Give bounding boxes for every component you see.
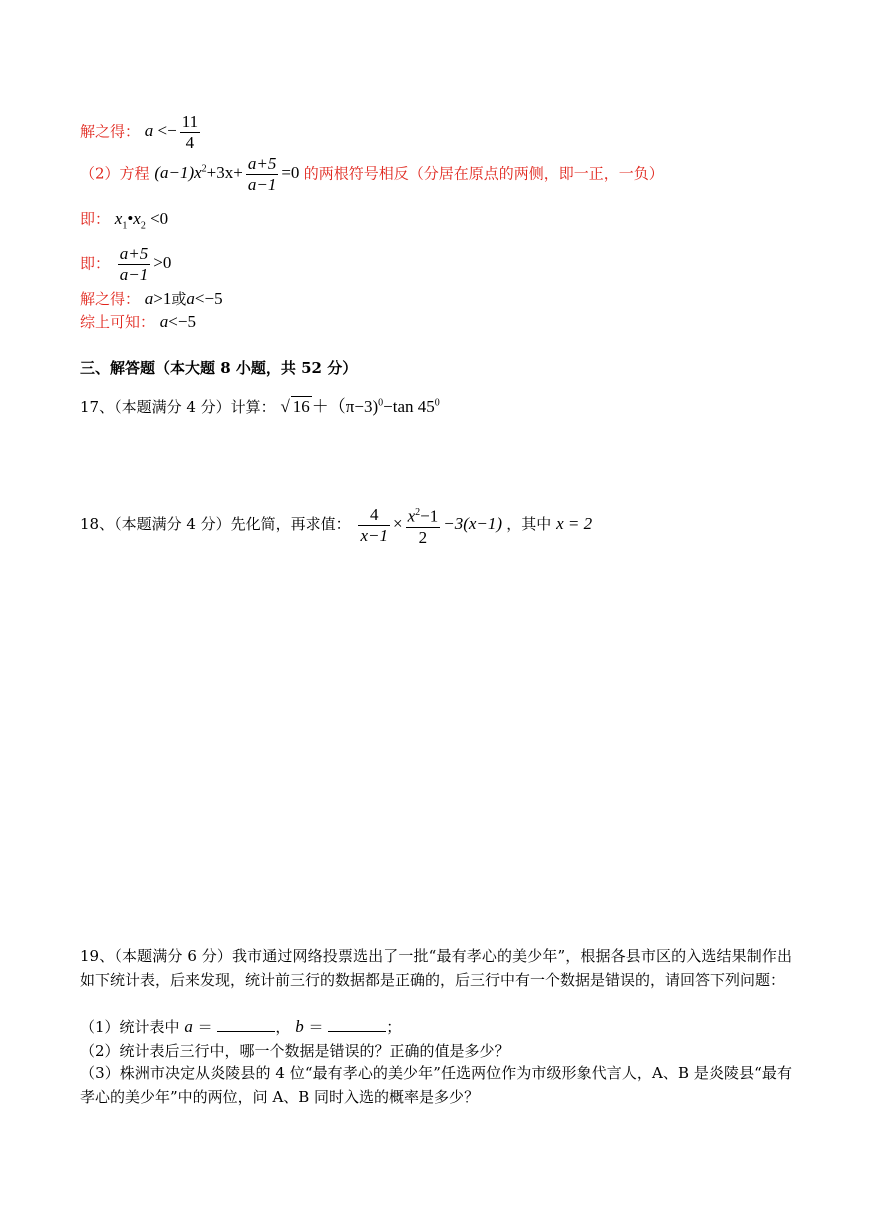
var-a: a — [184, 1017, 193, 1036]
solution-label: 解之得： — [80, 122, 141, 141]
operator: < — [157, 121, 168, 141]
times: × — [392, 514, 403, 534]
fraction — [180, 112, 200, 153]
section-heading: 三、解答题（本大题 8 小题，共 52 分） — [80, 359, 358, 377]
ji-line-1 — [80, 208, 168, 231]
product-inequality — [114, 209, 169, 232]
x2: x — [133, 209, 141, 228]
base: x — [407, 506, 416, 526]
denominator: 2 — [418, 527, 428, 547]
sign: − — [167, 121, 177, 141]
exponent: 0 — [378, 397, 384, 409]
question-18 — [80, 503, 592, 548]
numerator — [406, 503, 441, 528]
exponent: 0 — [434, 397, 440, 409]
exponent: 2 — [201, 163, 207, 175]
cond-2: <−5 — [194, 289, 223, 308]
q17-prompt: 17、（本题满分 4 分）计算： — [80, 398, 276, 416]
q17-expression — [280, 397, 439, 416]
rest: −1 — [420, 506, 439, 526]
dot: • — [127, 209, 134, 228]
q19-part-2: （2）统计表后三行中，哪一个数据是错误的？正确的值是多少？ — [80, 1042, 510, 1060]
question-17 — [80, 392, 440, 417]
x1: x — [114, 209, 123, 228]
sub-1: 1 — [122, 220, 128, 232]
answer-blank-a[interactable] — [217, 1017, 275, 1032]
numerator: a+5 — [247, 154, 277, 173]
fraction-inequality — [115, 244, 172, 284]
summary-line — [80, 311, 196, 332]
numerator: 11 — [181, 112, 199, 131]
var-b: b — [295, 1017, 304, 1036]
denominator: x−1 — [360, 525, 388, 545]
q19-part-1 — [80, 1016, 401, 1037]
sub-2: 2 — [140, 220, 146, 232]
equation — [154, 154, 303, 194]
summary-expr — [160, 312, 196, 331]
sqrt-symbol: √ — [280, 397, 290, 416]
or-text: 或 — [171, 290, 187, 308]
eq-sign: ＝ — [197, 1018, 213, 1036]
ji-line-2 — [80, 244, 171, 285]
denominator: a−1 — [119, 265, 149, 284]
denominator: 4 — [185, 133, 195, 152]
separator: ， — [275, 1018, 291, 1036]
tan-term: −tan 45 — [383, 397, 435, 416]
numerator: a+5 — [119, 244, 149, 263]
var-a: a — [186, 289, 195, 308]
ji-label: 即： — [80, 210, 111, 228]
cond: <−5 — [168, 312, 196, 331]
exponent: 2 — [415, 507, 421, 518]
part2-prefix: （2）方程 — [80, 164, 150, 183]
denominator: a−1 — [247, 175, 277, 194]
tail-term: −3(x−1) — [443, 514, 503, 534]
condition: x = 2 — [556, 514, 593, 534]
eq-tail: =0 — [281, 163, 300, 183]
plus: ＋ — [311, 397, 329, 416]
solution-label: 解之得： — [80, 290, 141, 308]
summary-label: 综上可知： — [80, 313, 156, 331]
paren-term: （π−3) — [328, 397, 379, 416]
answer-blank-b[interactable] — [328, 1017, 386, 1032]
condition-text: ，其中 — [506, 515, 552, 534]
relation: <0 — [150, 209, 169, 228]
solution-line-2 — [80, 288, 223, 309]
solution-line-1 — [80, 112, 203, 153]
p1-prefix: （1）统计表中 — [80, 1018, 180, 1036]
var-a: a — [144, 289, 154, 308]
radicand: 16 — [292, 397, 310, 416]
cond-1: >1 — [153, 289, 172, 308]
ji-label: 即： — [80, 254, 111, 273]
relation: >0 — [153, 253, 172, 273]
end-mark: ； — [386, 1018, 402, 1036]
inequality — [144, 112, 203, 152]
question-19-intro: 19、（本题满分 6 分）我市通过网络投票选出了一批“最有孝心的美少年”，根据各县市区的入选结果制作出如下统计表，后来发现，统计前三行的数据都是正确的，后三行中有一个数据是错误的，请回答下列问题： — [80, 947, 792, 989]
fraction-1 — [358, 505, 390, 546]
eq-mid: +3x+ — [206, 163, 243, 183]
q19-part-3: （3）株洲市决定从炎陵县的 4 位“最有孝心的美少年”任选两位作为市级形象代言人，A、B 是炎陵县“最有孝心的美少年”中的两位，问 A、B 同时入选的概率是多少？ — [80, 1064, 792, 1106]
solution-expr — [145, 289, 223, 308]
part2-line — [80, 154, 664, 195]
var-a: a — [144, 121, 154, 141]
fraction — [118, 244, 150, 285]
part2-text: 的两根符号相反（分居在原点的两侧，即一正，一负） — [303, 164, 664, 183]
var-a: a — [159, 312, 169, 331]
eq-fraction — [246, 154, 278, 195]
eq-term: (a−1)x — [154, 163, 202, 183]
eq-sign: ＝ — [308, 1018, 324, 1036]
numerator: 4 — [358, 505, 390, 526]
q18-prompt: 18、（本题满分 4 分）先化简，再求值： — [80, 515, 351, 534]
q18-expression — [355, 504, 506, 547]
fraction-2 — [406, 503, 441, 548]
